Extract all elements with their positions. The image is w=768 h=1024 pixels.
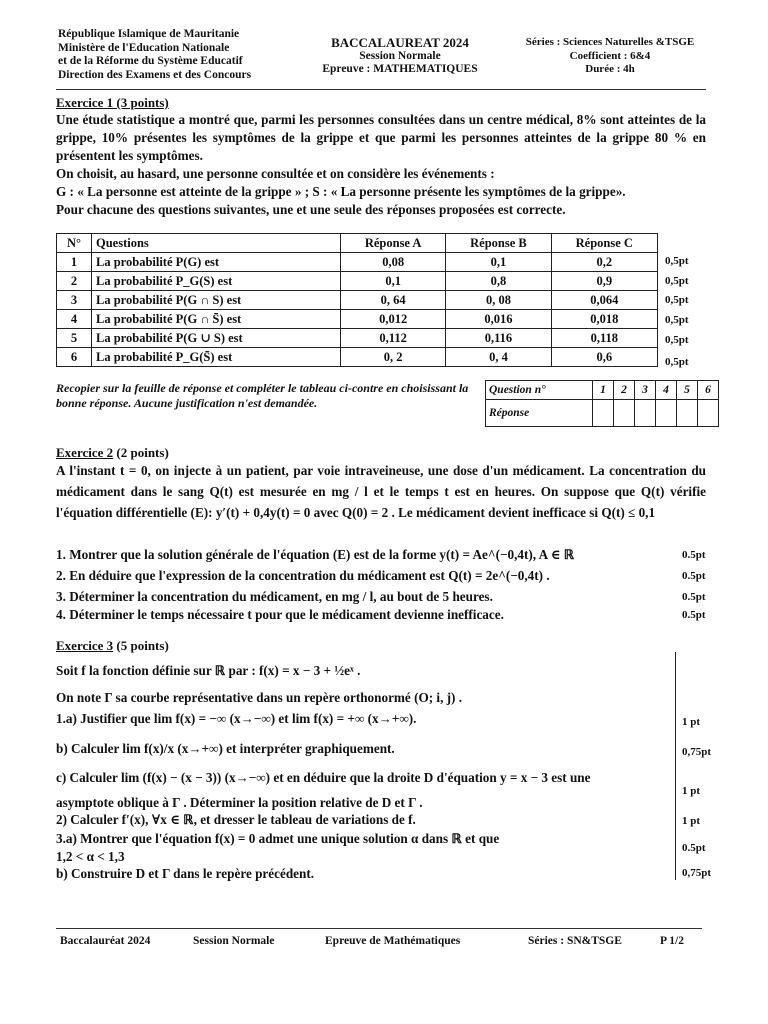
points-label: 0.5pt (682, 609, 706, 621)
ex3-line: c) Calculer lim (f(x) − (x − 3)) (x→−∞) et en déduire que la droite D d'équation y = x − 3 est une (56, 770, 591, 785)
footer-item: Session Normale (193, 935, 275, 947)
cell: 3 (57, 291, 92, 310)
ex2-text (56, 460, 706, 523)
points-label: 0,5pt (665, 275, 689, 287)
points-label: 0.5pt (682, 842, 706, 854)
answer-table (485, 380, 719, 427)
answer-label: Réponse (486, 400, 593, 427)
footer-divider (56, 928, 702, 929)
ex2-question-1: 1. Montrer que la solution générale de l'équation (E) est de la forme y(t) = Ae^(−0,4t), A ∈ ℝ (56, 547, 575, 562)
points-label: 0,5pt (665, 334, 689, 346)
ex3-line: Soit f la fonction définie sur ℝ par : f(x) = x − 3 + ½eˣ . (56, 663, 361, 678)
ex2-title-label: Exercice 2 (56, 445, 114, 460)
col-header: Questions (92, 234, 341, 253)
header-line: Direction des Examens et des Concours (58, 68, 252, 81)
points-label: 1 pt (682, 815, 701, 827)
points-label: 0.5pt (682, 570, 706, 582)
ex2-intro: A l'instant t = 0, on injecte à un patient, par voie intraveineuse, une dose d'un médicament. La concentration du médicament dans le sang Q(t) est mesurée en mg / l et le temps t est en heures. On suppose que Q(t) vérifie l'équation différentielle (E): y′(t) + 0,4y(t) = 0 avec Q(0) = 2 . Le médicament devient inefficace si Q(t) ≤ 0,1 (56, 463, 706, 520)
cell: 0,2 (551, 253, 657, 272)
coefficient: Coefficient : 6&4 (569, 49, 651, 62)
cell: 0,1 (341, 272, 446, 291)
answer-num: 4 (656, 381, 677, 400)
cell: 0,8 (446, 272, 551, 291)
cell: La probabilité P(G ∩ S̄) est (92, 310, 341, 329)
ex3-line: 2) Calculer f′(x), ∀x ∈ ℝ, et dresser le tableau de variations de f. (56, 812, 416, 827)
points-label: 0.5pt (682, 549, 706, 561)
header-line: et de la Réforme du Système Educatif (58, 55, 243, 67)
answer-cell (677, 400, 698, 427)
cell: 4 (57, 310, 92, 329)
cell: La probabilité P(G ∩ S) est (92, 291, 341, 310)
ex3-line: b) Calculer lim f(x)/x (x→+∞) et interpréter graphiquement. (56, 741, 395, 756)
cell: 0, 64 (341, 291, 446, 310)
points-label: 0,5pt (665, 356, 689, 368)
ex3-line: asymptote oblique à Γ . Déterminer la position relative de D et Γ . (56, 795, 423, 810)
header-institution (58, 28, 251, 82)
ex2-question-3: 3. Déterminer la concentration du médicament, en mg / l, au bout de 5 heures. (56, 589, 493, 604)
col-header: Réponse A (341, 234, 446, 253)
header-line: République Islamique de Mauritanie (58, 28, 240, 40)
cell: La probabilité P(G) est (92, 253, 341, 272)
cell: 0,064 (551, 291, 657, 310)
ex1-title: Exercice 1 (3 points) (56, 95, 169, 110)
header-exam (300, 36, 500, 77)
answer-cell (656, 400, 677, 427)
footer-item: Epreuve de Mathématiques (325, 935, 461, 947)
cell: 0,08 (341, 253, 446, 272)
series: Séries : Sciences Naturelles &TSGE (525, 36, 695, 48)
ex3-line: On note Γ sa courbe représentative dans un repère orthonormé (O; i, j) . (56, 690, 463, 705)
answer-cell (593, 400, 614, 427)
ex1-text (56, 111, 706, 219)
answer-num: 3 (635, 381, 656, 400)
cell: 2 (57, 272, 92, 291)
cell: 0,6 (551, 348, 657, 367)
cell: La probabilité P(G ∪ S) est (92, 329, 341, 348)
cell: 5 (57, 329, 92, 348)
answer-cell (635, 400, 656, 427)
ex2-question-4: 4. Déterminer le temps nécessaire t pour que le médicament devienne inefficace. (56, 607, 504, 622)
answer-num: 2 (614, 381, 635, 400)
col-header: Réponse B (446, 234, 551, 253)
table-row (57, 291, 658, 310)
ex3-line: 1.a) Justifier que lim f(x) = −∞ (x→−∞) et lim f(x) = +∞ (x→+∞). (56, 711, 417, 726)
answer-num: 5 (677, 381, 698, 400)
table-header-row (57, 234, 658, 253)
page-number: P 1/2 (660, 935, 684, 947)
header-divider (56, 89, 706, 90)
ex2-question-2: 2. En déduire que l'expression de la concentration du médicament est Q(t) = 2e^(−0,4t) . (56, 568, 550, 583)
table-row (57, 348, 658, 367)
table-row (57, 329, 658, 348)
points-label: 0,5pt (665, 314, 689, 326)
cell: 0,1 (446, 253, 551, 272)
points-label: 0,5pt (665, 255, 689, 267)
answer-cell (614, 400, 635, 427)
ex1-instruction: Pour chacune des questions suivantes, une et une seule des réponses proposées est correcte. (56, 202, 566, 217)
cell: 0, 2 (341, 348, 446, 367)
ex2-title (56, 445, 169, 461)
ex3-title-label: Exercice 3 (56, 638, 114, 653)
answer-num: 6 (698, 381, 719, 400)
cell: 0,118 (551, 329, 657, 348)
points-label: 0,75pt (682, 746, 712, 758)
ex1-recopier: Recopier sur la feuille de réponse et compléter le tableau ci-contre en choisissant la bonne réponse. Aucune justification n'est demandée. (56, 381, 469, 410)
answer-cell (698, 400, 719, 427)
ex3-line: 1,2 < α < 1,3 (56, 849, 125, 864)
ex2-title-points: (2 points) (113, 445, 169, 460)
col-header: Réponse C (551, 234, 657, 253)
cell: 0,9 (551, 272, 657, 291)
cell: 6 (57, 348, 92, 367)
ex3-title-points: (5 points) (113, 638, 169, 653)
table-row (57, 310, 658, 329)
cell: 1 (57, 253, 92, 272)
answer-row-questions (486, 381, 719, 400)
header-line: Ministère de l'Education Nationale (58, 41, 230, 54)
header-series (500, 36, 720, 77)
cell: La probabilité P_G(S) est (92, 272, 341, 291)
cell: 0,112 (341, 329, 446, 348)
ex3-line: b) Construire D et Γ dans le repère précédent. (56, 866, 315, 881)
ex1-choose: On choisit, au hasard, une personne consultée et on considère les événements : (56, 166, 495, 181)
ex1-intro: Une étude statistique a montré que, parmi les personnes consultées dans un centre médical, 8% sont atteintes de la grippe, 10% présentes les symptômes de la grippe et que parmi les personnes atteintes de la grippe 80 % en présentent les symptômes. (56, 112, 706, 163)
cell: La probabilité P_G(S̄) est (92, 348, 341, 367)
cell: 0,012 (341, 310, 446, 329)
cell: 0,116 (446, 329, 551, 348)
col-header: N° (57, 234, 92, 253)
points-label: 0,75pt (682, 867, 712, 879)
ex3-title (56, 638, 169, 654)
footer-item: Séries : SN&TSGE (528, 935, 622, 947)
exam-title: BACCALAUREAT 2024 (331, 35, 469, 50)
exam-subject: Epreuve : MATHEMATIQUES (322, 63, 478, 75)
points-label: 1 pt (682, 716, 701, 728)
points-label: 0.5pt (682, 591, 706, 603)
ex3-line: 3.a) Montrer que l'équation f(x) = 0 admet une unique solution α dans ℝ et que (56, 831, 500, 846)
ex3-margin-line (675, 652, 676, 880)
answer-row-responses (486, 400, 719, 427)
cell: 0,018 (551, 310, 657, 329)
duration: Durée : 4h (585, 63, 635, 75)
answer-num: 1 (593, 381, 614, 400)
cell: 0, 4 (446, 348, 551, 367)
cell: 0,016 (446, 310, 551, 329)
points-label: 1 pt (682, 785, 701, 797)
exam-session: Session Normale (359, 49, 441, 62)
footer-item: Baccalauréat 2024 (60, 935, 151, 947)
points-label: 0,5pt (665, 294, 689, 306)
table-row (57, 272, 658, 291)
answer-label: Question n° (486, 381, 593, 400)
ex1-events: G : « La personne est atteinte de la grippe » ; S : « La personne présente les symptômes de la grippe». (56, 184, 626, 199)
cell: 0, 08 (446, 291, 551, 310)
ex1-question-table (56, 233, 658, 367)
table-row (57, 253, 658, 272)
